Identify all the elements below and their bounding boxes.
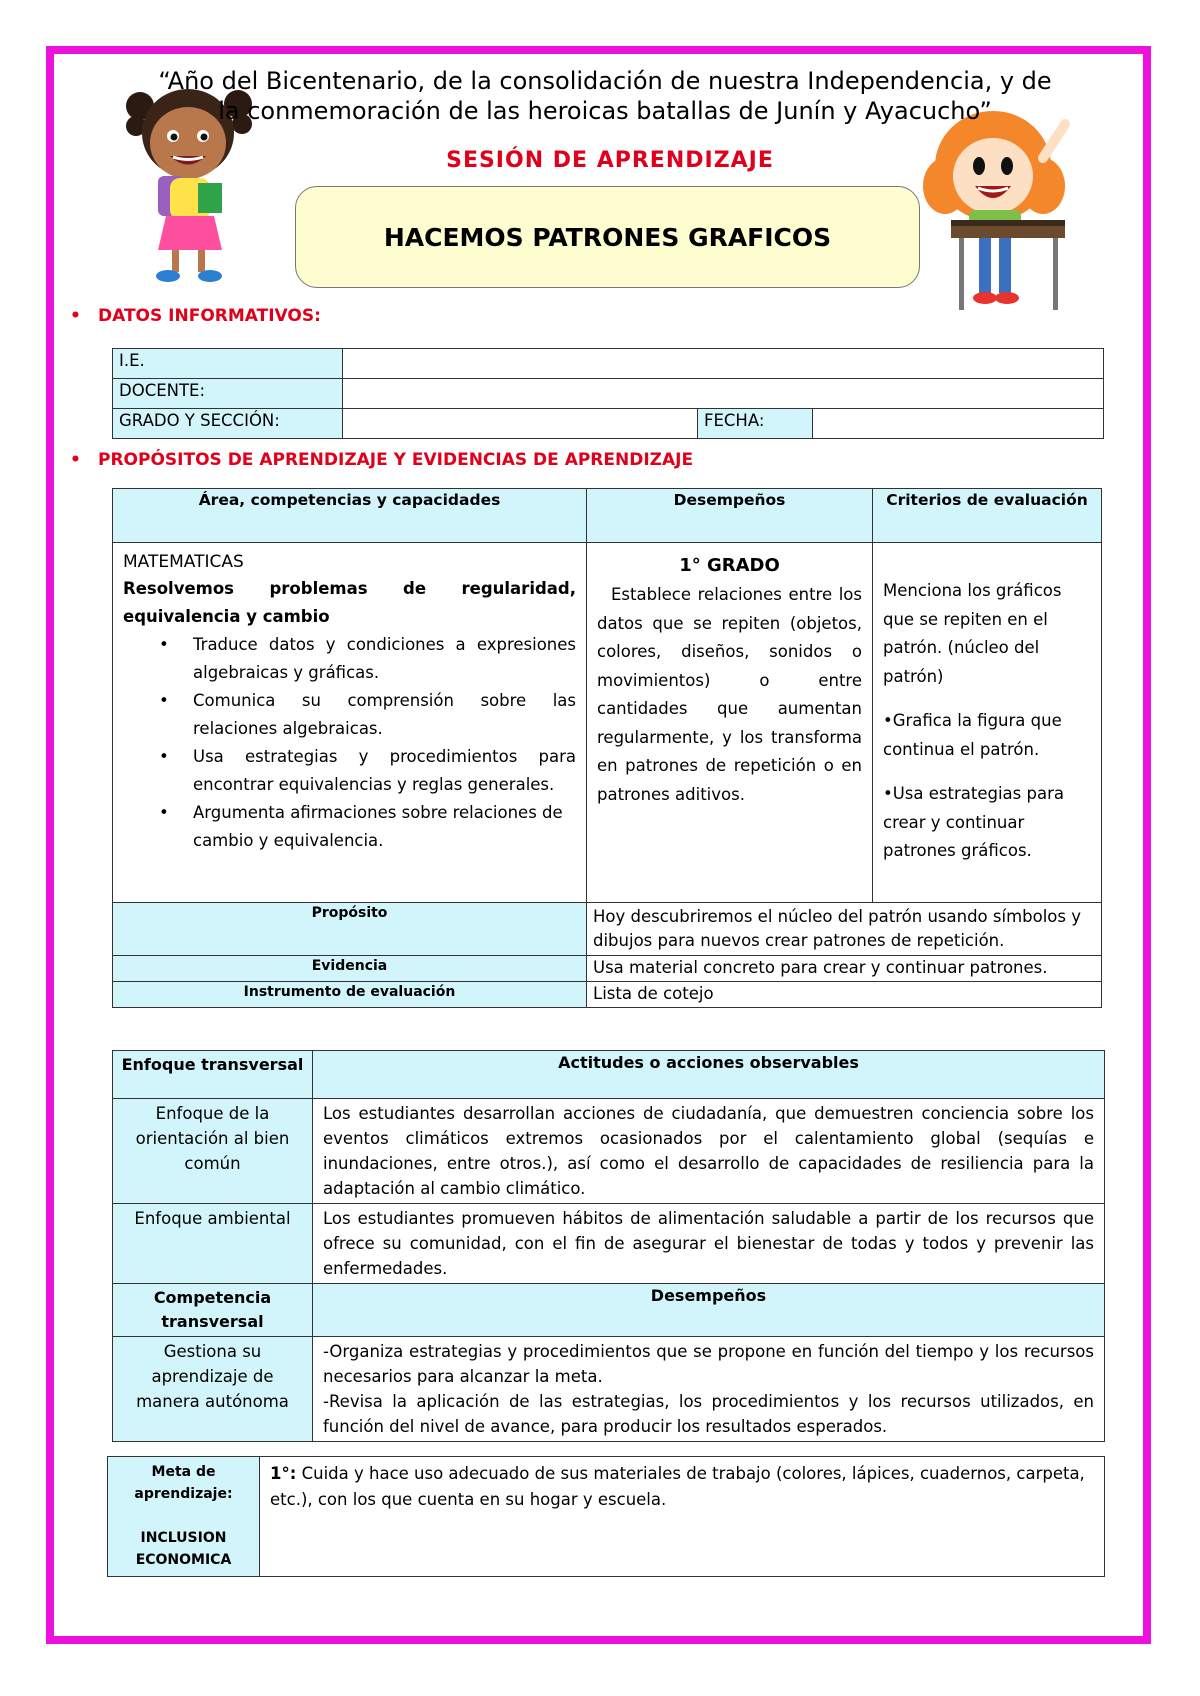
propositos-heading <box>70 450 693 470</box>
enfoque-name: Enfoque de la orientación al bien común <box>113 1099 313 1204</box>
instrumento-text: Lista de cotejo <box>587 982 1102 1008</box>
capacidad-item: • Comunica su comprensión sobre las relaciones algebraicas. <box>193 687 576 743</box>
evidencia-text: Usa material concreto para crear y continuar patrones. <box>587 956 1102 982</box>
bullet-icon: • <box>70 306 81 326</box>
docente-label: DOCENTE: <box>113 379 343 409</box>
meta-text: Cuida y hace uso adecuado de sus materiales de trabajo (colores, lápices, cuadernos, carpeta, etc.), con los que cuenta en su hogar y escuela. <box>270 1464 1085 1509</box>
col-desempenos-transversal: Desempeños <box>313 1284 1105 1337</box>
enfoques-table <box>112 1050 1105 1442</box>
competencia-line: -Revisa la aplicación de las estrategias, los procedimientos y los recursos utilizados, en función del nivel de avance, para producir los resultados esperados. <box>323 1392 1094 1436</box>
grado-label: 1° GRADO <box>679 555 780 576</box>
criterio-item: •Usa estrategias para crear y continuar patrones gráficos. <box>883 784 1064 860</box>
girl-at-desk-illustration <box>915 106 1085 336</box>
meta-sub-label: INCLUSION ECONOMICA <box>135 1530 232 1568</box>
meta-grade: 1°: <box>270 1464 297 1483</box>
year-title-line1: “Año del Bicentenario, de la consolidación de nuestra Independencia, y de <box>158 67 1052 95</box>
bullet-icon: • <box>70 450 81 470</box>
enfoque-text: Los estudiantes promueven hábitos de alimentación saludable a partir de los recursos que ofrece su comunidad, con el fin de asegurar el bienestar de todas y todos y prevenir las enfermedades. <box>313 1204 1105 1284</box>
grado-field[interactable] <box>343 409 698 439</box>
proposito-text: Hoy descubriremos el núcleo del patrón usando símbolos y dibujos para nuevos crear patrones de repetición. <box>587 903 1102 956</box>
criterio-item: •Grafica la figura que continua el patrón. <box>883 711 1062 759</box>
area-name: MATEMATICAS <box>123 552 244 572</box>
year-title-line2: la conmemoración de las heroicas batallas de Junín y Ayacucho” <box>218 97 992 125</box>
meta-label: Meta de aprendizaje: <box>134 1464 233 1502</box>
datos-heading-text: DATOS INFORMATIVOS: <box>98 306 321 326</box>
col-area: Área, competencias y capacidades <box>113 489 587 543</box>
enfoque-name: Enfoque ambiental <box>113 1204 313 1284</box>
year-title <box>130 66 1080 126</box>
datos-table <box>112 348 1104 439</box>
session-label: SESIÓN DE APRENDIZAJE <box>446 148 774 173</box>
ie-field[interactable] <box>343 349 1104 379</box>
fecha-label: FECHA: <box>698 409 813 439</box>
proposito-label: Propósito <box>113 903 587 956</box>
capacidad-item: • Argumenta afirmaciones sobre relaciones de cambio y equivalencia. <box>193 799 576 855</box>
propositos-heading-text: PROPÓSITOS DE APRENDIZAJE Y EVIDENCIAS DE APRENDIZAJE <box>98 450 694 470</box>
col-desempenos: Desempeños <box>587 489 873 543</box>
competencia-line: -Organiza estrategias y procedimientos que se propone en función del tiempo y los recursos necesarios para alcanzar la meta. <box>323 1342 1094 1386</box>
session-title: HACEMOS PATRONES GRAFICOS <box>383 222 832 252</box>
fecha-field[interactable] <box>813 409 1104 439</box>
docente-field[interactable] <box>343 379 1104 409</box>
area-cell <box>113 543 587 903</box>
meta-table <box>107 1456 1105 1577</box>
col-enfoque: Enfoque transversal <box>113 1051 313 1099</box>
col-actitudes: Actitudes o acciones observables <box>313 1051 1105 1099</box>
desempeno-cell <box>587 543 873 903</box>
evidencia-label: Evidencia <box>113 956 587 982</box>
capacidad-item: • Traduce datos y condiciones a expresiones algebraicas y gráficas. <box>193 631 576 687</box>
desempeno-text: Establece relaciones entre los datos que se repiten (objetos, colores, diseños, sonidos o movimientos) o entre cantidades que aumentan regularmente, y los transforma en patrones de repetición o en patrones aditivos. <box>597 585 862 804</box>
instrumento-label: Instrumento de evaluación <box>113 982 587 1008</box>
competencia-transversal-cell <box>313 1337 1105 1442</box>
grado-label: GRADO Y SECCIÓN: <box>113 409 343 439</box>
meta-label-cell <box>108 1457 260 1577</box>
col-criterios: Criterios de evaluación <box>873 489 1102 543</box>
competencia-transversal-name: Gestiona su aprendizaje de manera autónoma <box>113 1337 313 1442</box>
col-competencia: Competencia transversal <box>113 1284 313 1337</box>
criterios-cell <box>873 543 1102 903</box>
criterio-item: Menciona los gráficos que se repiten en el patrón. (núcleo del patrón) <box>883 581 1062 686</box>
datos-heading <box>70 306 321 326</box>
capacidad-item: • Usa estrategias y procedimientos para encontrar equivalencias y reglas generales. <box>193 743 576 799</box>
session-title-box <box>295 186 920 288</box>
meta-text-cell <box>260 1457 1105 1577</box>
enfoque-text: Los estudiantes desarrollan acciones de ciudadanía, que demuestren conciencia sobre los eventos climáticos extremos ocasionados por el calentamiento global (sequías e inundaciones, entre otros.), así como el desarrollo de capacidades de resiliencia para la adaptación al cambio climático. <box>313 1099 1105 1204</box>
ie-label: I.E. <box>113 349 343 379</box>
propositos-table <box>112 488 1102 1008</box>
capacidades-list <box>123 631 576 855</box>
competencia-name: Resolvemos problemas de regularidad, equivalencia y cambio <box>123 579 576 626</box>
